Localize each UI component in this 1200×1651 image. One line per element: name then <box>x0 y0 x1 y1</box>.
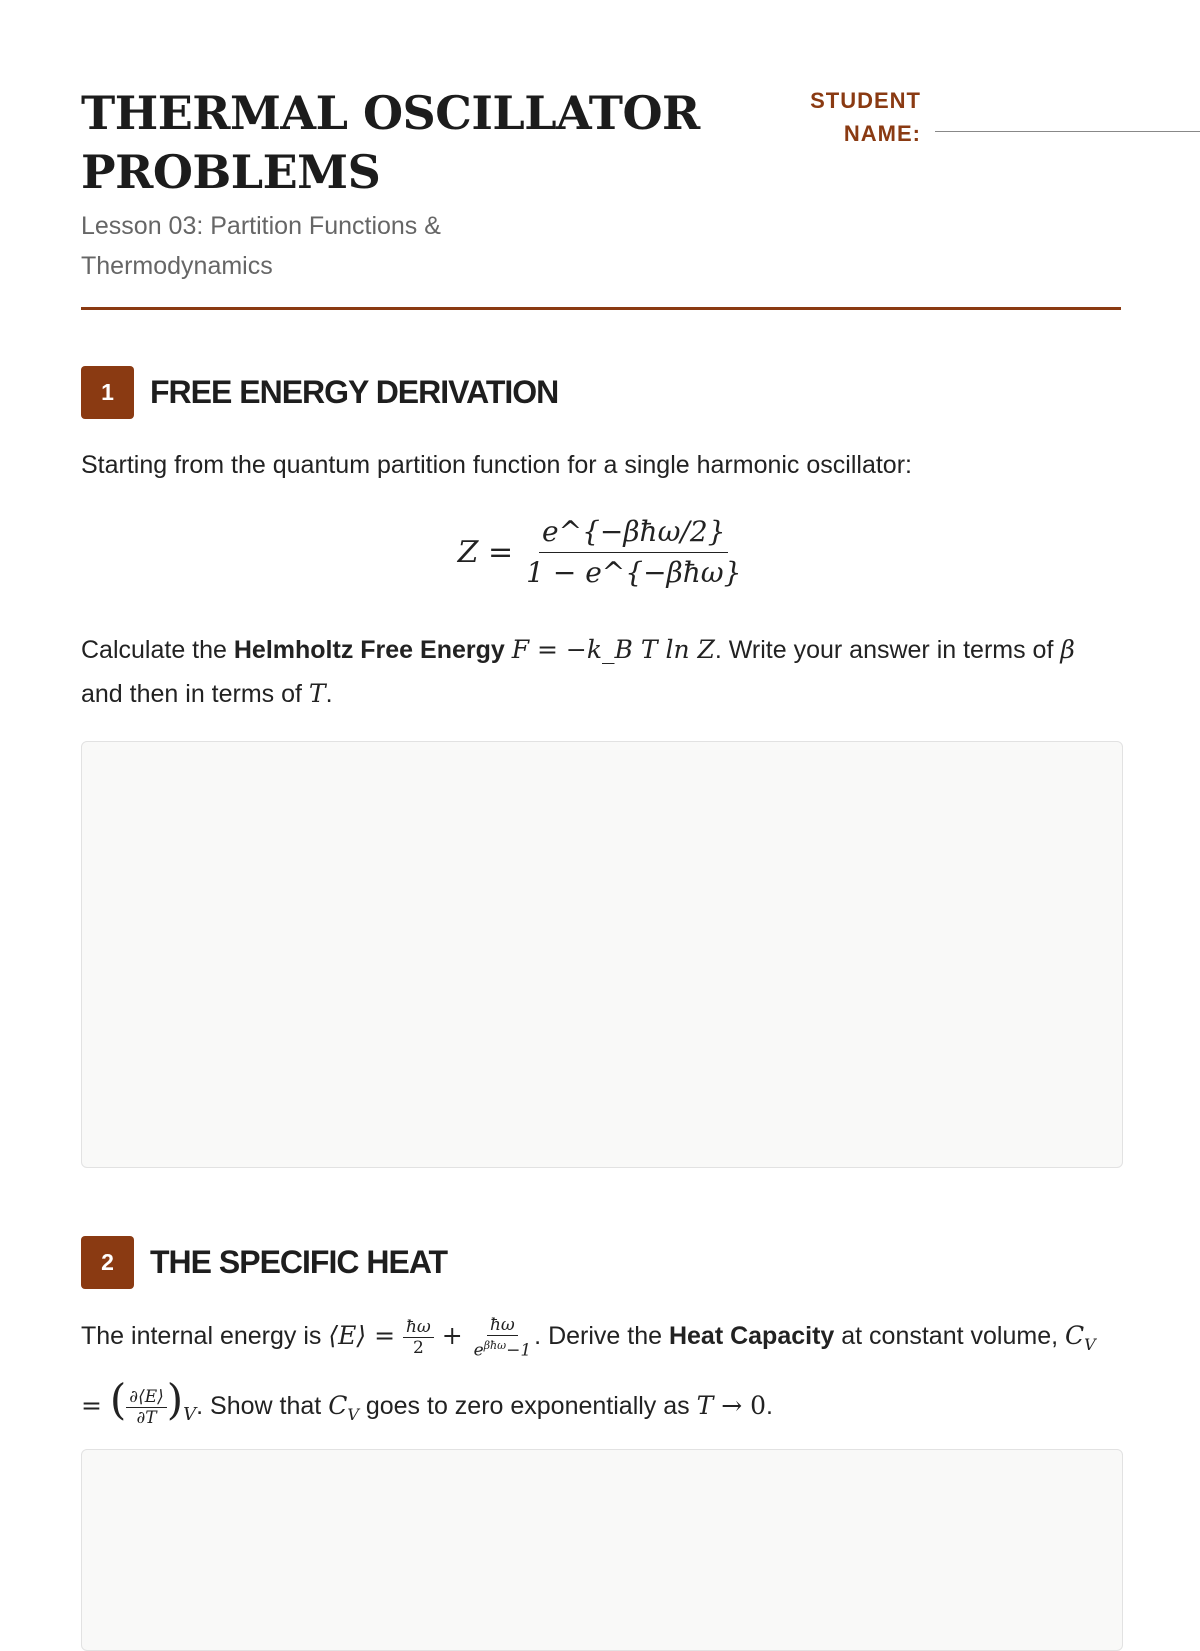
problem-1-intro: Starting from the quantum partition function for a single harmonic oscillator: <box>81 451 912 479</box>
equation-fraction <box>523 512 744 593</box>
lesson-subtitle: Lesson 03: Partition Functions & Thermodynamics <box>81 212 441 280</box>
equation-numerator: e^{−βħω/2} <box>539 512 728 553</box>
limit-expression: T → 0 <box>696 1391 767 1420</box>
problem-2-text-part: The internal energy is <box>81 1322 329 1350</box>
problem-2-text-part: at constant volume, <box>834 1322 1065 1350</box>
helmholtz-term: Helmholtz Free Energy <box>233 636 505 664</box>
problem-2-heading <box>81 1235 1121 1289</box>
instruction-text: . Write your answer in terms of <box>714 636 1061 664</box>
problem-1-title: FREE ENERGY DERIVATION <box>150 373 559 410</box>
problem-1-instruction <box>81 628 1121 716</box>
partition-function-equation <box>81 512 1121 593</box>
problem-2-answer-box[interactable] <box>81 1449 1123 1651</box>
instruction-text: Calculate the <box>81 636 234 664</box>
beta-symbol: β <box>1060 635 1075 664</box>
internal-energy-formula: ⟨E⟩ = $\frac{ħ\omega}{2}$ + $\frac{ħ\omega}{e^{\beta ħ\omega}-1}$ <box>328 1314 532 1361</box>
equation-denominator: 1 − e^{−βħω} <box>526 556 742 589</box>
heat-capacity-formula: $C_V$ = ( $\frac{\partial⟨E⟩}{\partial T}$ )$_V$ <box>81 1321 1096 1428</box>
problem-1 <box>81 365 1121 419</box>
problem-1-answer-box[interactable] <box>81 741 1123 1168</box>
student-name-label: STUDENT NAME: <box>810 88 921 146</box>
instruction-text: and then in terms of <box>81 680 309 708</box>
heat-capacity-term: Heat Capacity <box>668 1322 835 1350</box>
student-name-field[interactable] <box>935 131 1200 132</box>
free-energy-formula: F = −k_B T ln Z <box>511 635 715 664</box>
temperature-symbol: T <box>308 679 326 708</box>
worksheet-title: THERMAL OSCILLATOR PROBLEMS <box>81 86 700 199</box>
cv-symbol: $C_V$ <box>328 1391 359 1424</box>
problem-2-title: THE SPECIFIC HEAT <box>150 1243 448 1280</box>
problem-2-text-part: goes to zero exponentially as <box>358 1392 697 1420</box>
instruction-text: . <box>325 680 333 708</box>
problem-2 <box>81 1235 1121 1289</box>
header-divider <box>81 307 1121 310</box>
worksheet-header <box>81 84 1121 286</box>
problem-2-number-badge: 2 <box>81 1236 134 1289</box>
equation-lhs: Z = <box>457 535 514 570</box>
problem-2-text-part: . Derive the <box>534 1322 669 1350</box>
problem-1-number-badge: 1 <box>81 366 134 419</box>
problem-2-text-part: . Show that <box>196 1392 329 1420</box>
problem-2-text-part: . <box>766 1392 773 1420</box>
problem-1-heading <box>81 365 1121 419</box>
problem-2-text <box>81 1308 1121 1442</box>
